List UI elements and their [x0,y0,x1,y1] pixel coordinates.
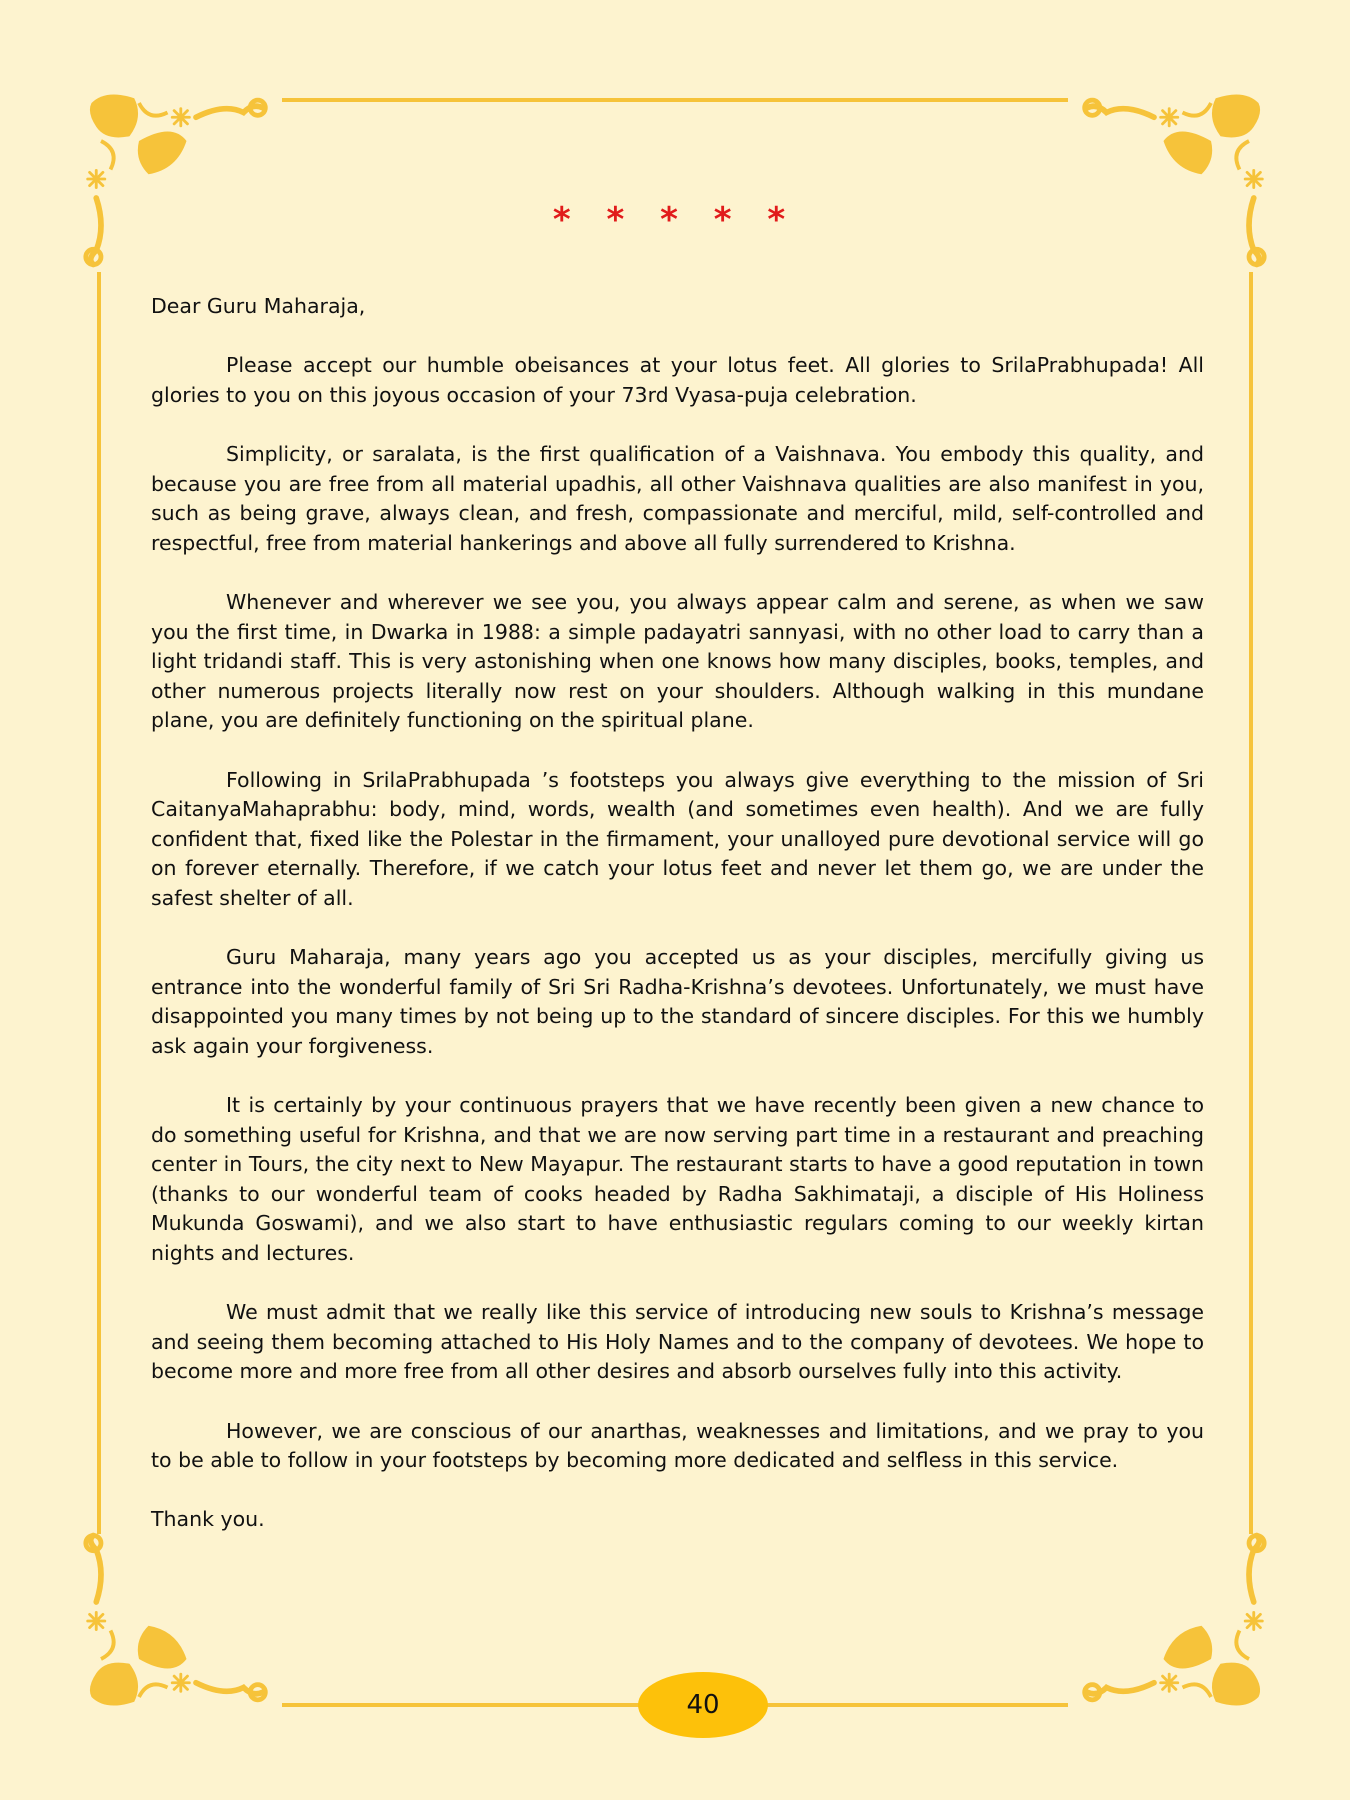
page-number-badge [638,1672,768,1738]
decorative-stars: * * * * * [552,200,798,240]
paragraph: Guru Maharaja, many years ago you accepted us as your disciples, mercifully giving us entrance into the wonderful family of Sri Sri Radha-Krishna’s devotees. Unfortunately, we must have disappointed you many times by not being up to the standard of sincere disciples. For this we humbly ask again your forgiveness. [151,945,1204,1058]
border-bottom-right [764,1703,1068,1707]
paragraph: Please accept our humble obeisances at your lotus feet. All glories to SrilaPrabhupada! All glories to you on this joyous occasion of your 73rd Vyasa-puja celebration. [151,353,1204,407]
salutation: Dear Guru Maharaja, [151,294,366,318]
border-bottom-left [282,1703,642,1707]
border-left [97,272,101,1534]
paragraph: However, we are conscious of our anarthas, weaknesses and limitations, and we pray to you to be able to follow in your footsteps by becoming more dedicated and selfless in this service. [151,1418,1204,1473]
paragraph: We must admit that we really like this service of introducing new souls to Krishna’s message and seeing them becoming attached to His Holy Names and to the company of devotees. We hope to become more and more free from all other desires and absorb ourselves fully into this activity. [151,1300,1204,1384]
letter-body [151,292,1204,1565]
corner-ornament-top-right [1078,84,1268,274]
paragraph: Simplicity, or saralata, is the first qualification of a Vaishnava. You embody this quality, and because you are free from all material upadhis, all other Vaishnava qualities are also manifest in you, such as being grave, always clean, and fresh, compassionate and merciful, mild, self-controlled and respectful, free from material hankerings and above all fully surrendered to Krishna. [151,441,1204,555]
corner-ornament-top-left [82,84,272,274]
paragraph: It is certainly by your continuous prayers that we have recently been given a new chance to do something useful for Krishna, and that we are now serving part time in a restaurant and preaching center in Tours, the city next to New Mayapur. The restaurant starts to have a good reputation in town (thanks to our wonderful team of cooks headed by Radha Sakhimataji, a disciple of His Holiness Mukunda Goswami), and we also start to have enthusiastic regulars coming to our weekly kirtan nights and lectures. [151,1093,1204,1265]
paragraph: Whenever and wherever we see you, you always appear calm and serene, as when we saw you the first time, in Dwarka in 1988: a simple padayatri sannyasi, with no other load to carry than a light tridandi staff. This is very astonishing when one knows how many disciples, books, temples, and other numerous projects literally now rest on your shoulders. Although walking in this mundane plane, you are definitely functioning on the spiritual plane. [151,589,1204,733]
page-number: 40 [686,1690,720,1720]
closing: Thank you. [151,1507,265,1532]
border-top [282,98,1068,102]
border-right [1249,272,1253,1534]
paragraph: Following in SrilaPrabhupada ’s footsteps you always give everything to the mission of Sri CaitanyaMahaprabhu: body, mind, words, wealth (and sometimes even health). And we are fully confident that, fixed like the Polestar in the firmament, your unalloyed pure devotional service will go on forever eternally. Therefore, if we catch your lotus feet and never let them go, we are under the safest shelter of all. [151,767,1204,910]
